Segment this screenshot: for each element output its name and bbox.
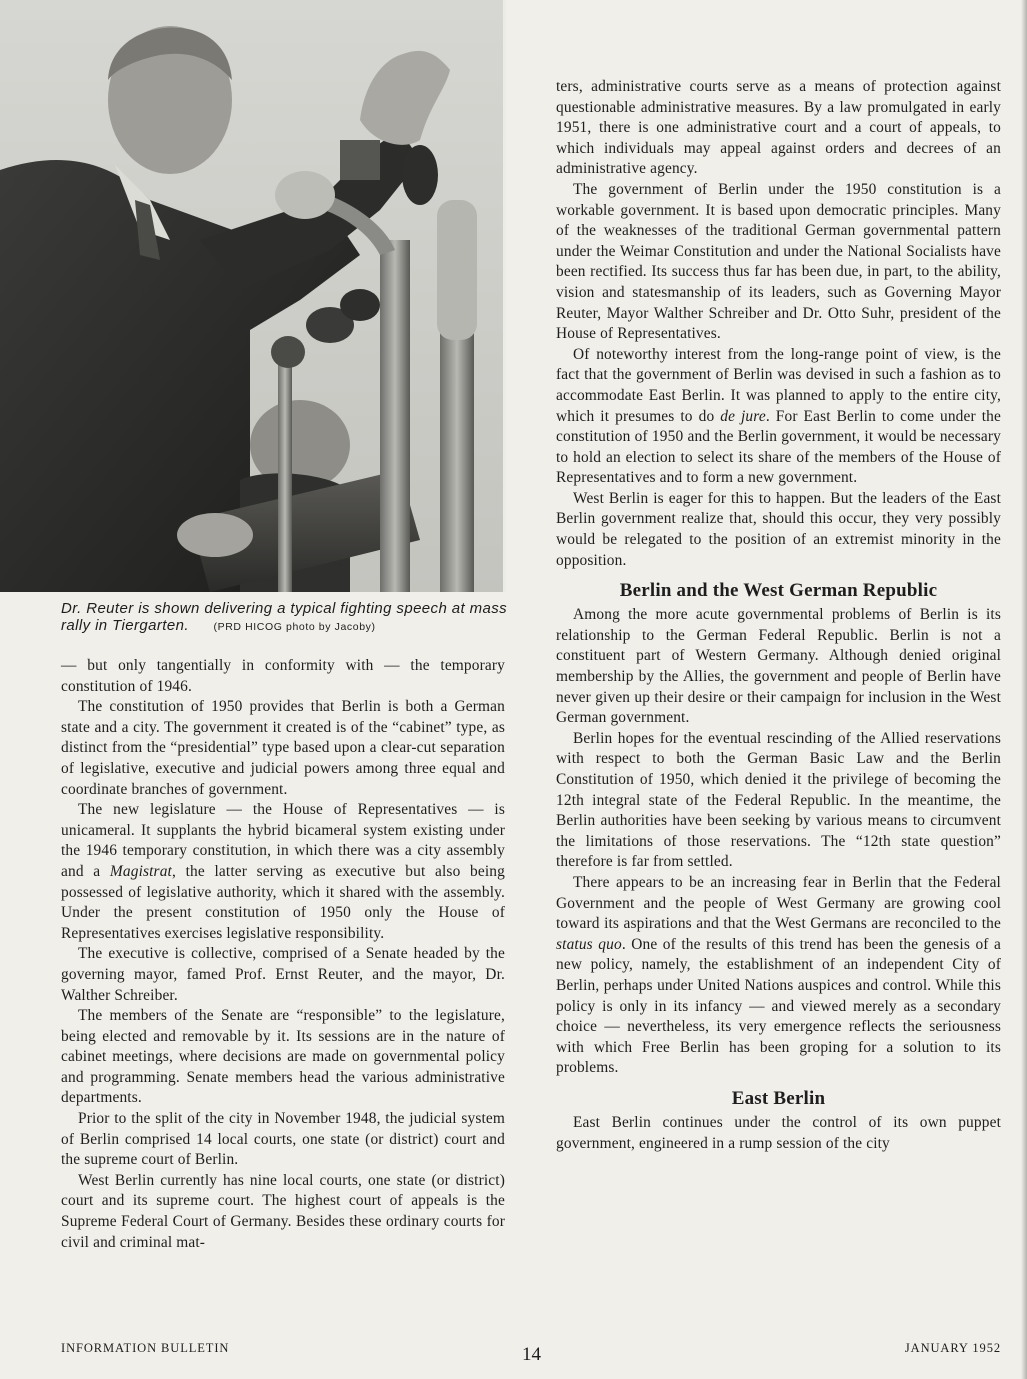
paragraph-text: There appears to be an increasing fear in Berlin that the Federal Government and the people of West Germany are growing cool toward its aspirations and that the West Germans are reconciled to the <box>556 873 1001 933</box>
paragraph-text: . For East Berlin to come under the constitution of 1950 and the Berlin government, it would be necessary to hold an election to select its share of the members of the House of Representatives and to form a new government. <box>556 407 1001 487</box>
paragraph-text: Of noteworthy interest from the long-range point of view, is the fact that the government of Berlin was devised in such a fashion as to accommodate East Berlin. It was planned to apply to the entire city, which it presumes to do <box>556 345 1001 425</box>
italic-term: status quo <box>556 935 622 953</box>
paragraph: The members of the Senate are “responsible” to the legislature, being elected and removable by it. Its sessions are in the nature of cabinet meetings, where decisions are made on governmental policy and programming. Senate members head the various administrative departments. <box>61 1007 505 1107</box>
footer-date: JANUARY 1952 <box>904 1341 1001 1355</box>
photo-caption <box>61 600 509 636</box>
paragraph: The government of Berlin under the 1950 constitution is a workable government. It is based upon democratic principles. Many of the weaknesses of the traditional German governmental pattern under the Weimar Constitution and under the National Socialists have been rectified. Its success thus far has been due, in part, to the ability, vision and statesmanship of its leaders, such as Governing Mayor Reuter, Mayor Walther Schreiber and Dr. Otto Suhr, president of the House of Representatives. <box>556 180 1001 343</box>
left-text-column <box>61 656 505 1253</box>
paragraph: West Berlin currently has nine local courts, one state (or district) court and its supreme court. The highest court of appeals is the Supreme Federal Court of Germany. Besides these ordinary courts for civil and criminal mat- <box>61 1171 505 1251</box>
paragraph <box>61 800 505 944</box>
footer-publication: INFORMATION BULLETIN <box>61 1341 230 1355</box>
paragraph-text: , the latter serving as executive but also being possessed of legislative authority, which it shared with the assembly. Under the present constitution of 1950 only the House of Representatives exercises legislative responsibility. <box>61 862 505 942</box>
page-number: 14 <box>522 1344 541 1365</box>
italic-term: de jure <box>720 407 766 425</box>
italic-term: Magistrat <box>109 862 172 880</box>
paragraph: Among the more acute governmental problems of Berlin is its relationship to the German Federal Republic. Berlin is not a constituent part of Western Germany. Although denied original membership by the Allies, the government and people of Berlin have never given up their desire or their campaign for inclusion in the West German government. <box>556 606 1001 727</box>
paragraph: Berlin hopes for the eventual rescinding of the Allied reservations with respect to both the German Basic Law and the Berlin Constitution of 1950, which denied it the privilege of becoming the 12th integral state of the Federal Republic. In the meantime, the Berlin authorities have been seeking by various means to circumvent the limitations of those reservations. The “12th state question” therefore is far from settled. <box>556 729 1001 871</box>
paragraph-text: The new legislature — the House of Representatives — is unicameral. It supplants the hybrid bicameral system existing under the 1946 temporary constitution, in which there was a city assembly and a <box>61 801 505 880</box>
paragraph <box>556 345 1001 489</box>
paragraph: West Berlin is eager for this to happen. But the leaders of the East Berlin government realize that, should this occur, they very possibly would be relegated to the position of an extremist minority in the opposition. <box>556 489 1001 569</box>
paragraph: ters, administrative courts serve as a means of protection against questionable administrative measures. By a law promulgated in early 1951, there is one administrative court and a court of appeals, to which individuals may appeal against orders and decrees of an administrative agency. <box>556 78 1001 178</box>
paragraph: East Berlin continues under the control of its own puppet government, engineered in a rump session of the city <box>556 1113 1001 1152</box>
paragraph: The constitution of 1950 provides that Berlin is both a German state and a city. The government it created is of the “cabinet” type, as distinct from the “presidential” type based upon a clear-cut separation of legislative, executive and judicial powers among three equal and coordinate branches of government. <box>61 698 505 798</box>
speaker-photo-graphic <box>0 0 506 592</box>
section-heading: Berlin and the West German Republic <box>619 580 938 602</box>
photo-caption-text: Dr. Reuter is shown delivering a typical fighting speech at mass rally in Tiergarten. <box>61 600 508 634</box>
speaker-photo <box>0 0 506 592</box>
paragraph: The executive is collective, comprised of a Senate headed by the governing mayor, famed Prof. Ernst Reuter, and the mayor, Dr. Walther Schreiber. <box>61 945 505 1004</box>
right-text-column <box>556 77 1001 1154</box>
photo-credit: (PRD HICOG photo by Jacoby) <box>213 621 376 633</box>
paragraph: — but only tangentially in conformity with — the temporary constitution of 1946. <box>61 657 505 695</box>
paragraph-text: . One of the results of this trend has been the genesis of a new policy, namely, the establishment of an independent City of Berlin, perhaps under United Nations auspices and control. While this policy is only in its infancy — and viewed merely as a secondary choice — nevertheless, its very emergence reflects the seriousness with which Free Berlin has been groping for a solution to its problems. <box>556 935 1001 1077</box>
page-edge-shadow <box>1021 0 1027 1379</box>
section-heading: East Berlin <box>731 1087 826 1109</box>
paragraph: Prior to the split of the city in November 1948, the judicial system of Berlin comprised 14 local courts, one state (or district) court and the supreme court of Berlin. <box>61 1110 505 1169</box>
paragraph <box>556 873 1001 1079</box>
